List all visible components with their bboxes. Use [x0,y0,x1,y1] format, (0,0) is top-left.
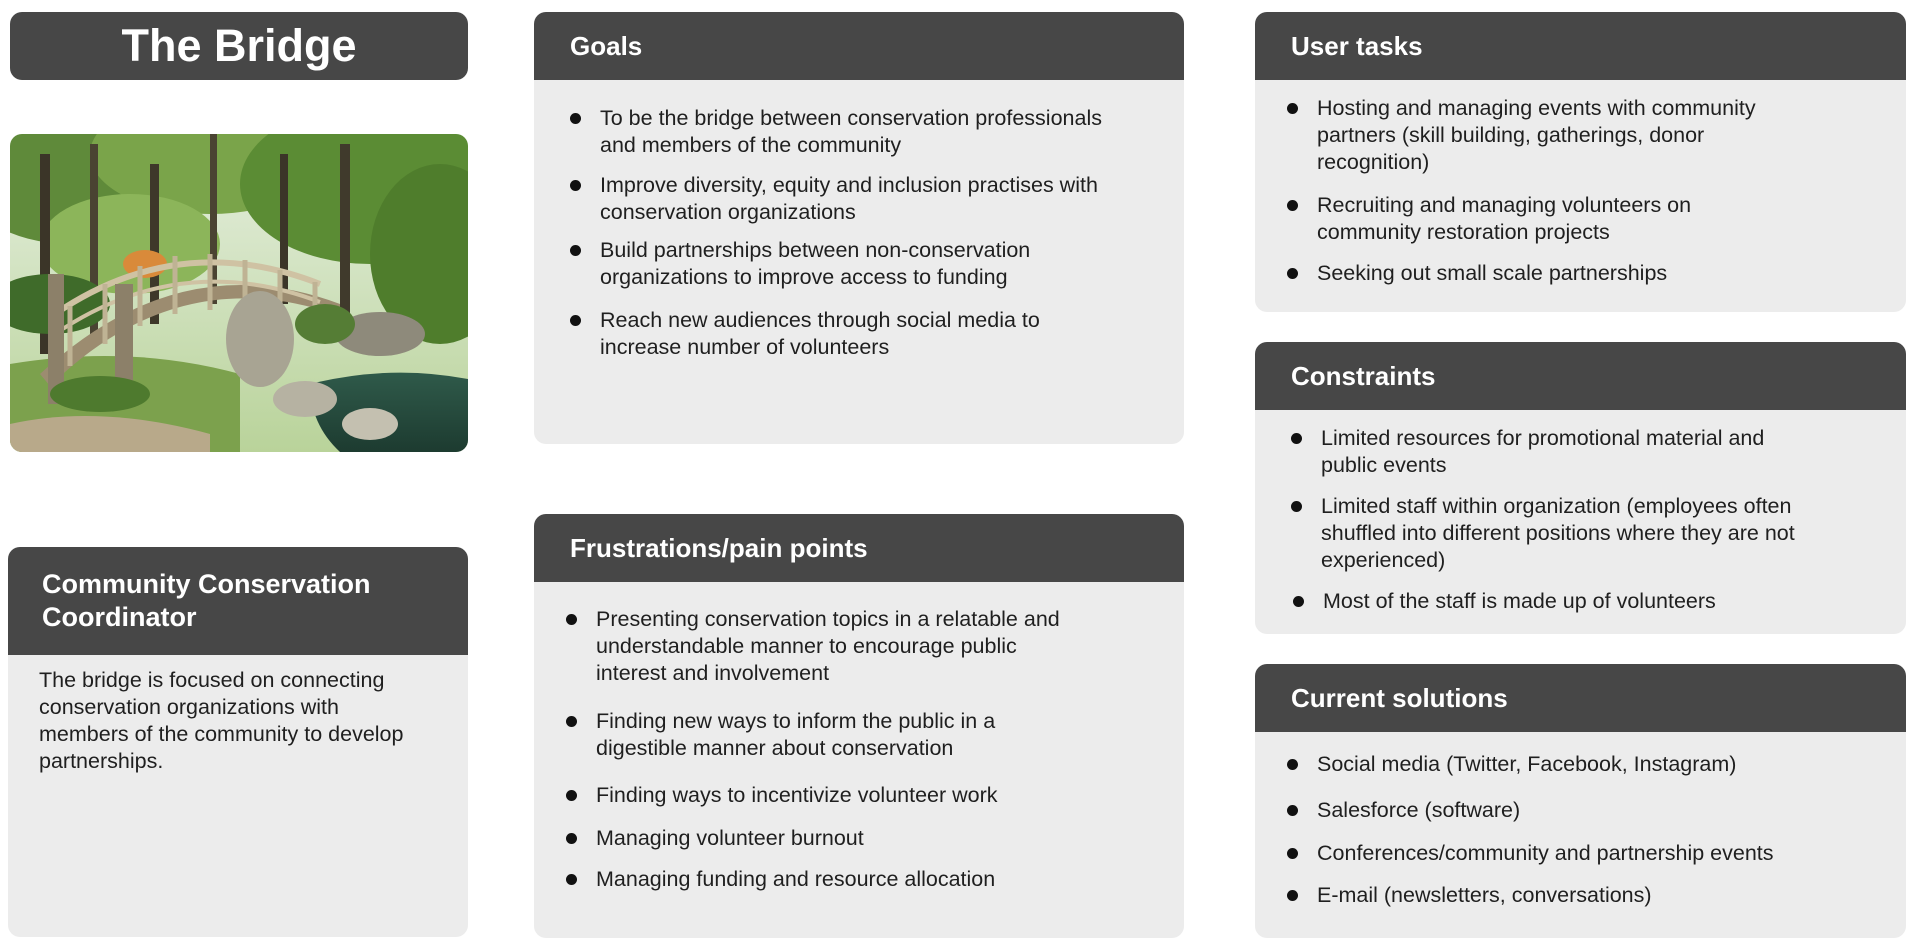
constraints-item: Most of the staff is made up of volunteers [1323,588,1843,615]
user-tasks-item: Hosting and managing events with community partners (skill building, gatherings, donor recognition) [1317,95,1817,176]
frustrations-item: Managing volunteer burnout [596,825,1116,852]
goals-card [534,12,1184,444]
title-card [10,12,468,80]
goals-heading: Goals [534,12,1184,80]
current-solutions-card [1255,664,1906,938]
user-tasks-card [1255,12,1906,312]
persona-description: The bridge is focused on connecting conservation organizations with members of the community to develop partnerships. [39,668,404,773]
frustrations-item: Finding new ways to inform the public in a digestible manner about conservation [596,708,1086,762]
bridge-photo [10,134,468,452]
persona-role: Community Conservation Coordinator [8,547,468,655]
constraints-card [1255,342,1906,634]
constraints-heading: Constraints [1255,342,1906,410]
user-tasks-heading: User tasks [1255,12,1906,80]
current-solutions-heading: Current solutions [1255,664,1906,732]
goals-item: To be the bridge between conservation professionals and members of the community [600,105,1120,159]
page-title: The Bridge [121,20,357,71]
constraints-item: Limited resources for promotional material and public events [1321,425,1821,479]
goals-item: Build partnerships between non-conservation organizations to improve access to funding [600,237,1120,291]
persona-card [8,547,468,937]
current-solutions-item: Conferences/community and partnership events [1317,840,1877,867]
frustrations-item: Presenting conservation topics in a relatable and understandable manner to encourage public interest and involvement [596,606,1086,687]
frustrations-item: Managing funding and resource allocation [596,866,1116,893]
user-tasks-item: Recruiting and managing volunteers on community restoration projects [1317,192,1787,246]
current-solutions-item: Salesforce (software) [1317,797,1877,824]
constraints-item: Limited staff within organization (employees often shuffled into different positions where they are not experienced) [1321,493,1861,574]
user-tasks-item: Seeking out small scale partnerships [1317,260,1837,287]
goals-item: Improve diversity, equity and inclusion practises with conservation organizations [600,172,1120,226]
goals-item: Reach new audiences through social media to increase number of volunteers [600,307,1120,361]
current-solutions-item: Social media (Twitter, Facebook, Instagram) [1317,751,1877,778]
frustrations-heading: Frustrations/pain points [534,514,1184,582]
frustrations-item: Finding ways to incentivize volunteer work [596,782,1116,809]
current-solutions-item: E-mail (newsletters, conversations) [1317,882,1877,909]
frustrations-card [534,514,1184,938]
